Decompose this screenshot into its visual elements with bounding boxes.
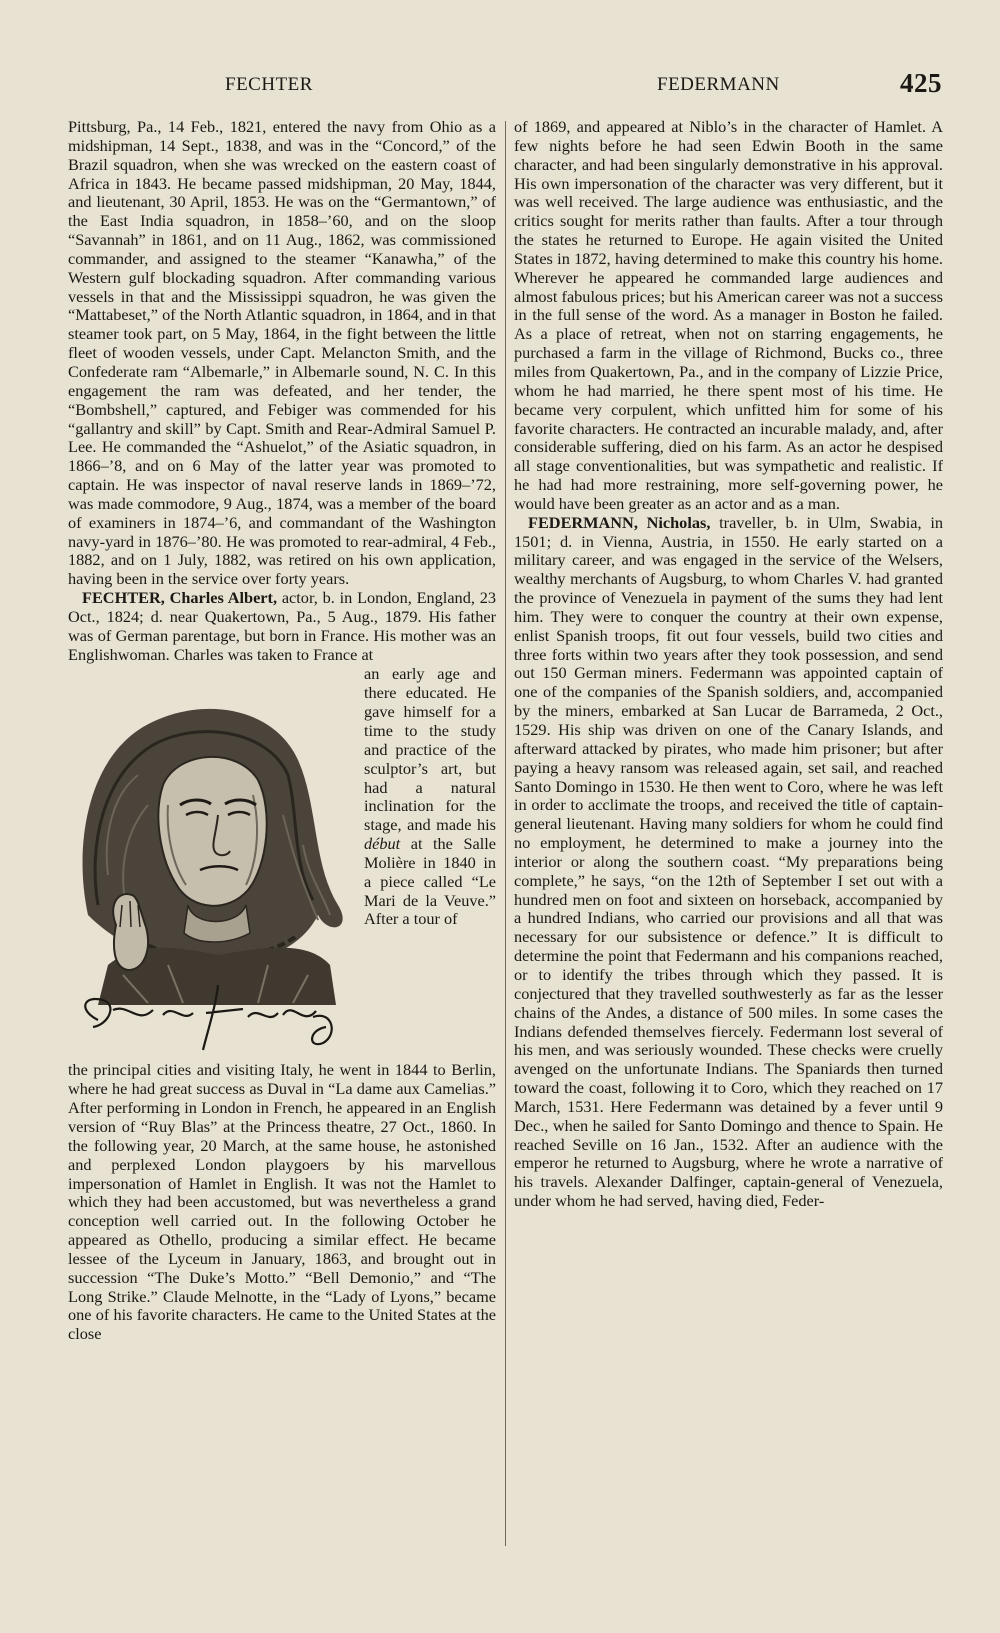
- federmann-headword: FEDERMANN, Nicholas,: [528, 512, 711, 532]
- federmann-text: traveller, b. in Ulm, Swabia, in 1501; d. in Vienna, Austria, in 1550. He early started on a military career, and was engaged in the service of the Welsers, wealthy merchants of Augsburg, to whom Charles V. had granted the province of Venezuela in payment of the sums they had lent him. They were to conquer the country at their own expense, enlist Spanish troops, fit out four vessels, build two cities and three forts within two years after they took possession, and send out 150 German miners. Federmann was appointed captain of one of the companies of the Spanish soldiers, and, accompanied by the miners, embarked at San Lucar de Barrameda, 2 Oct., 1529. His ship was driven on one of the Canary Islands, and afterward attacked by pirates, who made him prisoner; but after paying a heavy ransom was released again, set sail, and reached Santo Domingo in 1530. He then went to Coro, where he was left in order to acclimate the troops, and received the title of captain-general lieutenant. Having many soldiers for whom he could find no employment, he determined to make a journey into the interior or along the southern coast. “My preparations being complete,” he says, “on the 12th of September I set out with a hundred men on foot and sixteen on horseback, accompanied by a hundred Indians, who carried our provisions and all that was necessary for our subsistence or defence.” It is difficult to determine the point that Federmann and his companions reached, or to identify the tribes through which they passed. It is conjectured that they travelled southwesterly as far as the lesser chains of the Andes, a distance of 500 miles. In some cases the Indians defended themselves fiercely. Federmann lost several of his men, and was seriously wounded. These checks were cruelly avenged on the unfortunate Indians. The Spaniards then turned toward the coast, following it to Coro, which they reached on 17 March, 1531. Here Federmann was detained by a fever until 9 Dec., when he sailed for Santo Domingo and thence to Spain. He reached Seville on 16 Jan., 1532. After an audience with the emperor he returned to Augsburg, where he wrote a narrative of his travels. Alexander Dalfinger, captain-general of Venezuela, under whom he had served, having died, Feder-: [514, 512, 943, 1211]
- fechter-entry-intro: [68, 589, 496, 664]
- signature-caption: Chas. Fechter: [148, 1057, 154, 1059]
- federmann-entry: [514, 514, 943, 1211]
- running-head: [0, 66, 1000, 102]
- fechter-text-beside-portrait: [364, 665, 496, 1061]
- fechter-continuation: of 1869, and appeared at Niblo’s in the character of Hamlet. A few nights before he had seen Edwin Booth in the same character, and had been singularly demonstrative in his approval. His own impersonation of the character was very different, but it was well received. The large audience was enthusiastic, and the critics sought for merits rather than faults. After a tour through the states he returned to Europe. He again visited the United States in 1872, having determined to make this country his home. Wherever he appeared he commanded large audiences and almost fabulous prices; but his American career was not a success in the full sense of the word. As a manager in Boston he failed. As a place of retreat, when not on starring engagements, he purchased a farm in the village of Richmond, Bucks co., three miles from Quakertown, Pa., and in the company of Lizzie Price, whom he had married, he there spent most of his time. He became very corpulent, which unfitted him for some of his favorite characters. He contracted an incurable malady, and, after considerable suffering, died on his farm. As an actor he despised all stage conventionalities, but was sympathetic and realistic. If he had had more restraining, more self-governing power, he would have been greater as an actor and as a man.: [514, 118, 943, 513]
- portrait-engraving: [68, 665, 364, 1061]
- column-rule: [505, 121, 506, 1546]
- fechter-entry-rest: the principal cities and visiting Italy, he went in 1844 to Berlin, where he had great success as Duval in “La dame aux Camelias.” After performing in London in French, he appeared in an English version of “Ruy Blas” at the Princess theatre, 27 Oct., 1860. In the following year, 20 March, at the same house, he astonished and perplexed London playgoers by his marvellous impersonation of Hamlet in English. It was not the Hamlet to which they had been accustomed, but was nevertheless a grand conception well carried out. In the following October he appeared as Othello, producing a similar effect. He became lessee of the Lyceum in January, 1863, and brought out in succession “The Duke’s Motto.” “Bell Demonio,” and “The Long Strike.” Claude Melnotte, in the “Lady of Lyons,” became one of his favorite characters. He came to the United States at the close: [68, 1060, 496, 1344]
- febiger-continuation: Pittsburg, Pa., 14 Feb., 1821, entered the navy from Ohio as a midshipman, 14 Sept., 1838, and was in the “Concord,” of the Brazil squadron, when she was wrecked on the eastern coast of Africa in 1843. He became passed midshipman, 20 May, 1844, and lieutenant, 30 April, 1853. He was on the “Germantown,” of the East India squadron, in 1858–’60, and on the sloop “Savannah” in 1861, and on 11 Aug., 1862, was commissioned commander, and assigned to the steamer “Kanawha,” of the Western gulf blockading squadron. After commanding various vessels in that and the Mississippi squadron, he was given the “Mattabeset,” of the North Atlantic squadron, in 1864, and in that steamer took part, on 5 May, 1864, in the fight between the little fleet of wooden vessels, under Capt. Melancton Smith, and the Confederate ram “Albemarle,” in Albemarle sound, N. C. In this engagement the ram was defeated, and her tender, the “Bombshell,” captured, and Febiger was commended for his “gallantry and skill” by Capt. Smith and Rear-Admiral Samuel P. Lee. He commanded the “Ashuelot,” of the Asiatic squadron, in 1866–’8, and on 6 May of the latter year was promoted to captain. He was inspector of naval reserve lands in 1869–’72, was made commodore, 9 Aug., 1874, was a member of the board of examiners in 1874–’6, and commandant of the Washington navy-yard in 1876–’80. He was promoted to rear-admiral, 4 Feb., 1882, and on 1 July, 1882, was retired on his own application, having been in the service over forty years.: [68, 118, 496, 589]
- right-column: [514, 118, 943, 1548]
- fechter-portrait: [68, 665, 364, 1061]
- fechter-beside-text-b: at the Salle Molière in 1840 in a piece called “Le Mari de la Veuve.” After a tour of: [364, 834, 496, 929]
- fechter-headword: FECHTER, Charles Albert,: [82, 588, 278, 608]
- portrait-wrap-block: [68, 665, 496, 1061]
- fechter-intro-text: actor, b. in London, England, 23 Oct., 1824; d. near Quakertown, Pa., 5 Aug., 1879. His father was of German parentage, but born in France. His mother was an Englishwoman. Charles was taken to France at: [68, 588, 496, 664]
- debut-italic: début: [364, 834, 401, 854]
- running-head-right: FEDERMANN: [657, 74, 780, 95]
- fechter-beside-text-a: an early age and there educated. He gave himself for a time to the study and practice of the sculptor’s art, but had a natural inclination for the stage, and made his: [364, 664, 496, 835]
- left-column: [68, 118, 496, 1548]
- page-number: 425: [900, 68, 942, 98]
- running-head-left: FECHTER: [225, 74, 313, 95]
